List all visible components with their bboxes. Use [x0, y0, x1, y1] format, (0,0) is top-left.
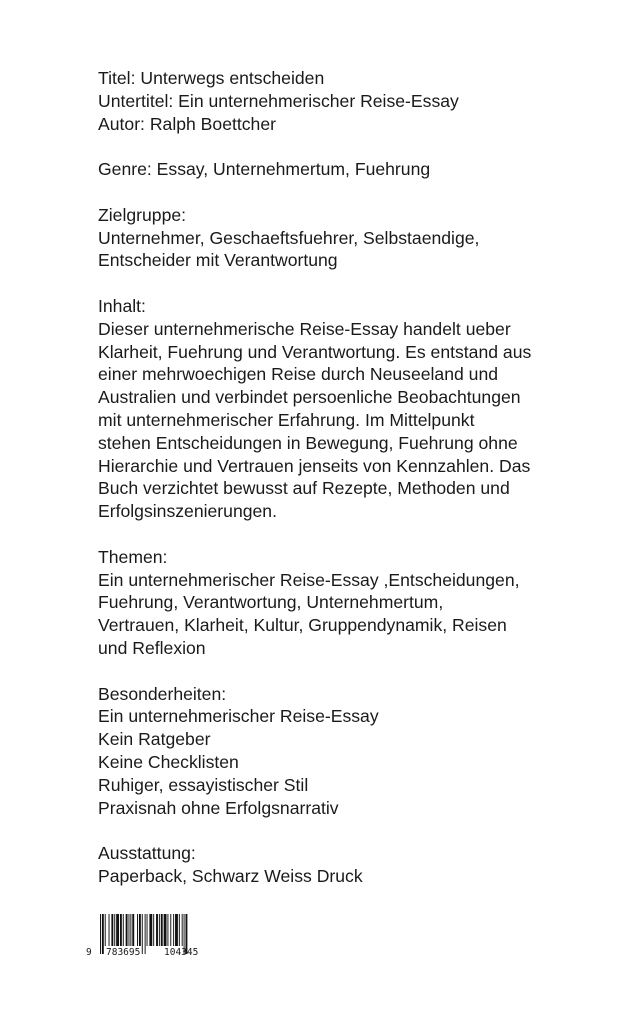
- inhalt-line: Dieser unternehmerische Reise-Essay handelt ueber: [98, 318, 511, 339]
- themen-line: Fuehrung, Verantwortung, Unternehmertum,: [98, 592, 444, 613]
- themen-heading: Themen:: [98, 546, 168, 567]
- barcode-bar: [159, 914, 160, 946]
- zielgruppe-block: [98, 204, 598, 272]
- inhalt-block: [98, 295, 598, 523]
- barcode-bar: [147, 914, 148, 946]
- zielgruppe-heading: Zielgruppe:: [98, 204, 187, 225]
- zielgruppe-line: Entscheider mit Verantwortung: [98, 250, 338, 271]
- ausstattung-heading: Ausstattung:: [98, 843, 196, 864]
- barcode-bar: [100, 914, 101, 954]
- besonderheiten-line: Ein unternehmerischer Reise-Essay: [98, 706, 379, 727]
- barcode-bar: [153, 914, 154, 946]
- ausstattung-block: [98, 842, 598, 888]
- besonderheiten-line: Ruhiger, essayistischer Stil: [98, 774, 309, 795]
- besonderheiten-line: Praxisnah ohne Erfolgsnarrativ: [98, 797, 339, 818]
- book-author: Autor: Ralph Boettcher: [98, 113, 276, 134]
- genre-block: [98, 158, 598, 181]
- besonderheiten-line: Keine Checklisten: [98, 751, 239, 772]
- isbn-barcode: [86, 912, 222, 968]
- inhalt-line: mit unternehmerischer Erfahrung. Im Mittelpunkt: [98, 409, 475, 430]
- barcode-digit-first: 9: [86, 947, 92, 958]
- barcode-graphic: [86, 912, 222, 968]
- barcode-bar: [109, 914, 110, 946]
- book-subtitle: Untertitel: Ein unternehmerischer Reise-Essay: [98, 90, 459, 111]
- barcode-bar: [111, 914, 113, 946]
- inhalt-line: Erfolgsinszenierungen.: [98, 501, 277, 522]
- themen-block: [98, 546, 598, 660]
- barcode-bar: [114, 914, 115, 946]
- barcode-bar: [179, 914, 180, 946]
- besonderheiten-block: [98, 683, 598, 820]
- barcode-bar: [137, 914, 138, 946]
- barcode-bar: [123, 914, 124, 946]
- inhalt-heading: Inhalt:: [98, 295, 146, 316]
- barcode-bar: [105, 914, 106, 946]
- inhalt-line: Australien und verbindet persoenliche Beobachtungen: [98, 387, 521, 408]
- barcode-bar: [145, 914, 146, 954]
- barcode-bar: [126, 914, 128, 946]
- barcode-digits-right: 104345: [164, 947, 199, 958]
- inhalt-line: Buch verzichtet bewusst auf Rezepte, Methoden und: [98, 478, 510, 499]
- barcode-bar: [130, 914, 131, 946]
- barcode-bar: [120, 914, 122, 946]
- barcode-bar: [170, 914, 171, 946]
- book-info: [98, 67, 598, 910]
- barcode-bar: [132, 914, 134, 946]
- barcode-digits-left: 783695: [106, 947, 141, 958]
- genre-line: Genre: Essay, Unternehmertum, Fuehrung: [98, 159, 431, 180]
- zielgruppe-line: Unternehmer, Geschaeftsfuehrer, Selbstaendige,: [98, 227, 480, 248]
- barcode-bar: [164, 914, 167, 946]
- title-block: [98, 67, 598, 135]
- barcode-bar: [129, 914, 130, 946]
- barcode-bar: [116, 914, 119, 946]
- inhalt-line: einer mehrwoechigen Reise durch Neuseeland und: [98, 364, 499, 385]
- barcode-bar: [175, 914, 178, 946]
- barcode-bar: [142, 914, 143, 954]
- inhalt-line: Klarheit, Fuehrung und Verantwortung. Es entstand aus: [98, 341, 532, 362]
- barcode-bar: [149, 914, 152, 946]
- book-title: Titel: Unterwegs entscheiden: [98, 68, 325, 88]
- besonderheiten-line: Kein Ratgeber: [98, 729, 211, 750]
- barcode-bar: [173, 914, 174, 946]
- barcode-bar: [156, 914, 158, 946]
- barcode-bar: [161, 914, 163, 946]
- barcode-bar: [102, 914, 104, 954]
- barcode-bar: [139, 914, 141, 946]
- themen-line: Vertrauen, Klarheit, Kultur, Gruppendynamik, Reisen: [98, 615, 507, 636]
- inhalt-line: stehen Entscheidungen in Bewegung, Fuehrung ohne: [98, 432, 518, 453]
- themen-line: und Reflexion: [98, 637, 206, 658]
- besonderheiten-heading: Besonderheiten:: [98, 683, 227, 704]
- barcode-bar: [167, 914, 168, 946]
- ausstattung-line: Paperback, Schwarz Weiss Druck: [98, 865, 363, 886]
- themen-line: Ein unternehmerischer Reise-Essay ,Entscheidungen,: [98, 569, 520, 590]
- inhalt-line: Hierarchie und Vertrauen jenseits von Kennzahlen. Das: [98, 455, 531, 476]
- barcode-bar: [182, 914, 183, 946]
